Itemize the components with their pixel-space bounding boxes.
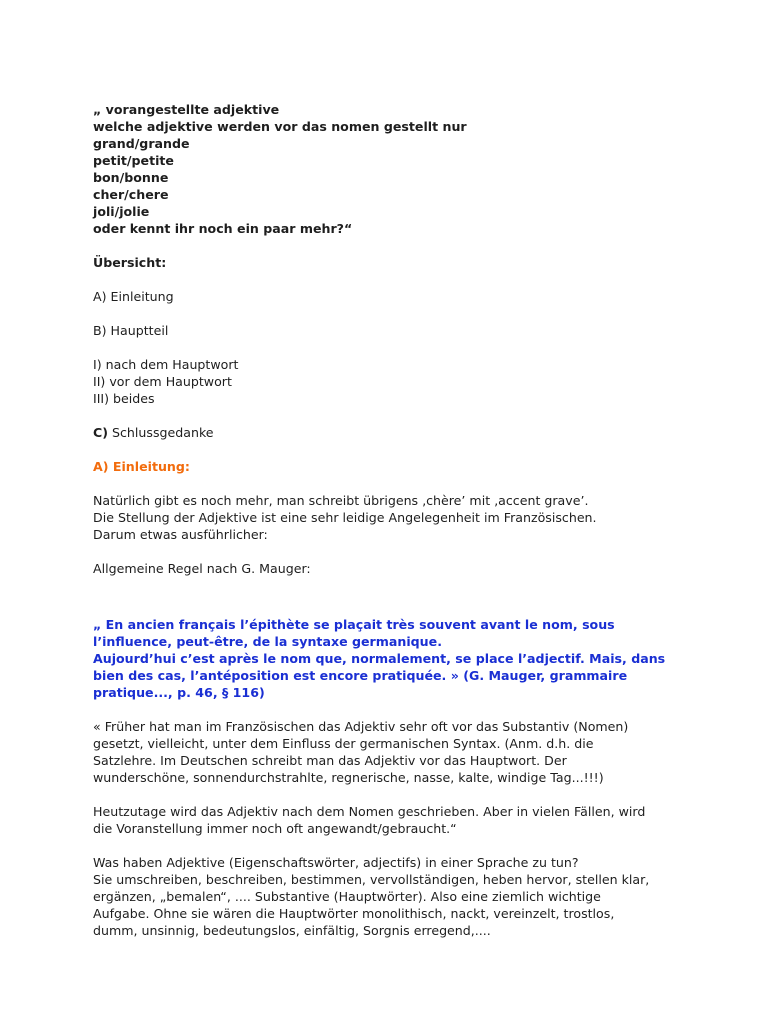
intro-quote-line: bon/bonne	[93, 170, 169, 185]
paragraph-line: Darum etwas ausführlicher:	[93, 527, 268, 542]
paragraph-line: Die Stellung der Adjektive ist eine sehr leidige Angelegenheit im Französischen.	[93, 510, 597, 525]
rule-intro: Allgemeine Regel nach G. Mauger:	[93, 561, 311, 576]
intro-quote	[93, 101, 693, 237]
outline-subitem: I) nach dem Hauptwort	[93, 357, 239, 372]
outline-item-c-prefix: C)	[93, 425, 108, 440]
outline-item-c	[93, 424, 693, 441]
paragraph-line: ergänzen, „bemalen“, .... Substantive (Hauptwörter). Also eine ziemlich wichtige	[93, 889, 601, 904]
paragraph-line: dumm, unsinnig, bedeutungslos, einfältig, Sorgnis erregend,....	[93, 923, 491, 938]
outline-item-a: A) Einleitung	[93, 289, 174, 304]
intro-quote-line: grand/grande	[93, 136, 190, 151]
section-a-paragraph	[93, 492, 693, 543]
german-translation	[93, 718, 693, 786]
paragraph-line: Sie umschreiben, beschreiben, bestimmen, vervollständigen, heben hervor, stellen klar,	[93, 872, 650, 887]
intro-quote-line: petit/petite	[93, 153, 174, 168]
paragraph-line: Was haben Adjektive (Eigenschaftswörter, adjectifs) in einer Sprache zu tun?	[93, 855, 579, 870]
translation-line: gesetzt, vielleicht, unter dem Einfluss der germanischen Syntax. (Anm. d.h. die	[93, 736, 594, 751]
translation-line: wunderschöne, sonnendurchstrahlte, regnerische, nasse, kalte, windige Tag...!!!)	[93, 770, 604, 785]
translation-line: Satzlehre. Im Deutschen schreibt man das Adjektiv vor das Hauptwort. Der	[93, 753, 567, 768]
outline-subitem: II) vor dem Hauptwort	[93, 374, 232, 389]
french-quote-line: „ En ancien français l’épithète se plaçait très souvent avant le nom, sous	[93, 617, 615, 632]
intro-quote-line: oder kennt ihr noch ein paar mehr?“	[93, 221, 353, 236]
paragraph-line: Natürlich gibt es noch mehr, man schreibt übrigens ‚chère’ mit ‚accent grave’.	[93, 493, 589, 508]
function-paragraph	[93, 854, 693, 939]
french-quote-line: pratique..., p. 46, § 116)	[93, 685, 265, 700]
outline-item-c-text: Schlussgedanke	[108, 425, 214, 440]
paragraph-line: Aufgabe. Ohne sie wären die Hauptwörter monolithisch, nackt, vereinzelt, trostlos,	[93, 906, 615, 921]
intro-quote-line: cher/chere	[93, 187, 169, 202]
french-quote-line: l’influence, peut-être, de la syntaxe germanique.	[93, 634, 442, 649]
outline-subitem: III) beides	[93, 391, 155, 406]
overview-heading: Übersicht:	[93, 255, 167, 270]
intro-quote-line: „ vorangestellte adjektive	[93, 102, 280, 117]
paragraph-line: Heutzutage wird das Adjektiv nach dem Nomen geschrieben. Aber in vielen Fällen, wird	[93, 804, 646, 819]
paragraph-line: die Voranstellung immer noch oft angewandt/gebraucht.“	[93, 821, 457, 836]
translation-line: « Früher hat man im Französischen das Adjektiv sehr oft vor das Substantiv (Nomen)	[93, 719, 629, 734]
french-quote	[93, 616, 693, 701]
intro-quote-line: joli/jolie	[93, 204, 150, 219]
french-quote-line: Aujourd’hui c’est après le nom que, normalement, se place l’adjectif. Mais, dans	[93, 651, 666, 666]
today-paragraph	[93, 803, 693, 837]
section-a-heading: A) Einleitung:	[93, 459, 190, 474]
document-page	[93, 101, 693, 939]
outline-item-b: B) Hauptteil	[93, 323, 169, 338]
intro-quote-line: welche adjektive werden vor das nomen gestellt nur	[93, 119, 467, 134]
french-quote-line: bien des cas, l’antéposition est encore pratiquée. » (G. Mauger, grammaire	[93, 668, 628, 683]
